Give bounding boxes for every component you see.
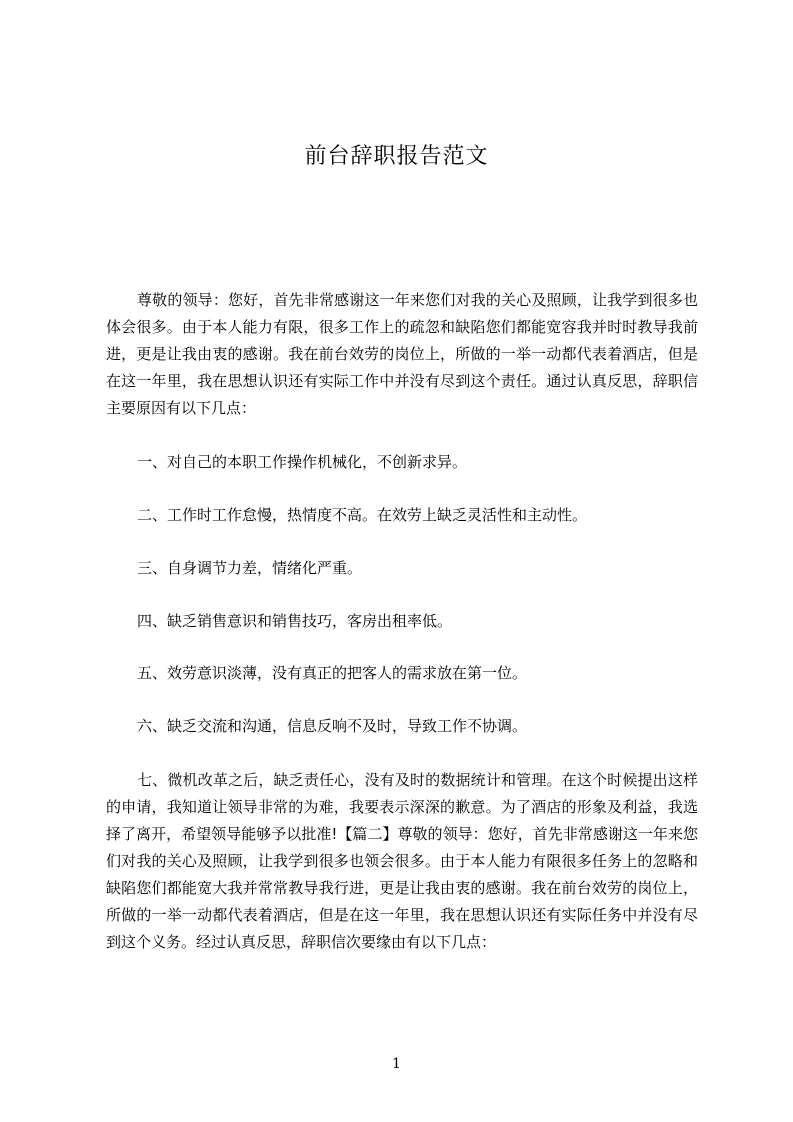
intro-paragraph: [106, 287, 698, 422]
closing-paragraph: [106, 767, 698, 956]
reason-item-6: 六、缺乏交流和沟通，信息反响不及时，导致工作不协调。: [137, 717, 528, 735]
reason-item-2: 二、工作时工作怠慢，热情度不高。在效劳上缺乏灵活性和主动性。: [137, 506, 588, 524]
reason-item-3: 三、自身调节力差，情绪化严重。: [137, 559, 363, 577]
closing-text: 七、微机改革之后，缺乏责任心，没有及时的数据统计和管理。在这个时候提出这样的申请，我知道让领导非常的为难，我要表示深深的歉意。为了酒店的形象及利益，我选择了离开，希望领导能够予以批准!【篇二】尊敬的领导：您好，首先非常感谢这一年来您们对我的关心及照顾，让我学到很多也领会很多。由于本人能力有限很多任务上的忽略和缺陷您们都能宽大我并常常教导我行进，更是让我由衷的感谢。我在前台效劳的岗位上，所做的一举一动都代表着酒店，但是在这一年里，我在思想认识还有实际任务中并没有尽到这个义务。经过认真反思，辞职信次要缘由有以下几点：: [106, 771, 698, 951]
page-number: 1: [392, 1056, 401, 1072]
document-title: 前台辞职报告范文: [304, 144, 489, 169]
reason-item-5: 五、效劳意识淡薄，没有真正的把客人的需求放在第一位。: [137, 664, 528, 682]
reason-item-1: 一、对自己的本职工作操作机械化，不创新求异。: [137, 453, 468, 471]
reason-item-4: 四、缺乏销售意识和销售技巧，客房出租率低。: [137, 612, 453, 630]
intro-text: 尊敬的领导：您好，首先非常感谢这一年来您们对我的关心及照顾，让我学到很多也体会很多。由于本人能力有限，很多工作上的疏忽和缺陷您们都能宽容我并时时教导我前进，更是让我由衷的感谢。我在前台效劳的岗位上，所做的一举一动都代表着酒店，但是在这一年里，我在思想认识还有实际工作中并没有尽到这个责任。通过认真反思，辞职信主要原因有以下几点：: [106, 291, 698, 417]
